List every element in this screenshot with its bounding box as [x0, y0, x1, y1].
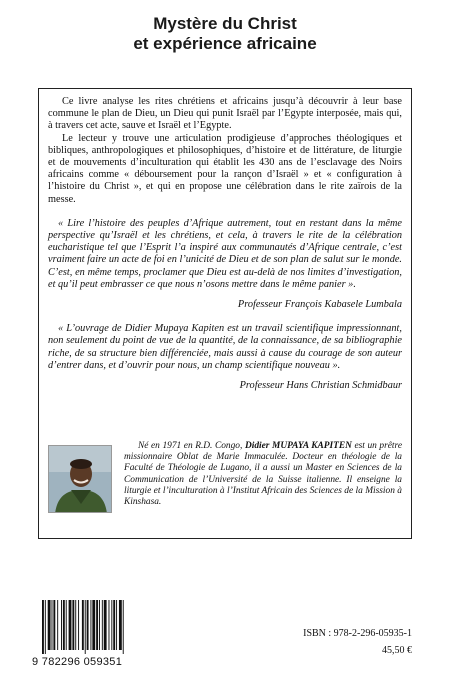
barcode-bar — [116, 600, 117, 650]
review-quote-2: « L’ouvrage de Didier Mupaya Kapiten est un travail scientifique impressionnant, non seulement du point de vue de la quantité, de la connaissance, de sa bibliographie riche, de sa structure bien différenciée, mais aussi à cause du courage de son auteur d’entrer dans, et d’ouvrir pour nous, un champ scientifique nouveau ». — [48, 323, 402, 371]
summary-paragraph-1: Ce livre analyse les rites chrétiens et africains jusqu’à découvrir à leur base commune le plan de Dieu, un Dieu qui punit Israël par l’Egypte interposée, mais qui, à travers cet acte, sauve et Israël et l’Egypte. — [48, 96, 402, 132]
price: 45,50 € — [382, 645, 412, 656]
barcode-bar — [42, 600, 44, 654]
barcode-bar — [61, 600, 62, 650]
barcode-bar — [87, 600, 89, 650]
barcode-bar — [99, 600, 100, 650]
author-bio-text — [124, 441, 402, 508]
barcode-bar — [82, 600, 84, 650]
barcode-bar — [75, 600, 76, 650]
book-title-line1: Mystère du Christ — [153, 14, 297, 33]
isbn-barcode — [40, 600, 148, 662]
barcode-bar — [92, 600, 95, 650]
barcode-bar — [69, 600, 72, 650]
barcode-bar — [57, 600, 58, 650]
barcode-bar — [53, 600, 55, 650]
barcode-bar — [48, 600, 51, 650]
barcode-bar — [52, 600, 53, 650]
book-title-line2: et expérience africaine — [133, 34, 317, 53]
back-cover-text-frame — [38, 88, 412, 539]
barcode-bar — [66, 600, 67, 650]
barcode-bar — [72, 600, 74, 650]
barcode-bar — [102, 600, 103, 650]
isbn-number: ISBN : 978-2-296-05935-1 — [303, 628, 412, 639]
barcode-bar — [90, 600, 91, 650]
barcode-bar — [109, 600, 110, 650]
review-signature-1: Professeur François Kabasele Lumbala — [237, 299, 402, 311]
summary-paragraph-2: Le lecteur y trouve une articulation prodigieuse d’approches théologiques et bibliques, anthropologiques et philosophiques, d’histoire et de littérature, de liturgie et de mouvements d’inculturation qui établit les 430 ans de l’esclavage des Noirs africains comme « déboursement pour la rançon d’Israël » et « configuration à l’histoire du Christ », et qui en propose une célébration dans le rite zaïrois de la messe. — [48, 132, 402, 205]
barcode-bar — [78, 600, 79, 650]
barcode-bar — [45, 600, 46, 654]
barcode-bar — [123, 600, 124, 654]
book-title — [0, 14, 450, 54]
barcode-bar — [104, 600, 107, 650]
review-quote-1: « Lire l’histoire des peuples d’Afrique autrement, tout en restant dans la même perspective qu’Israël et les chrétiens, et cela, à travers le rite de la célébration eucharistique tel que l’Esprit l’a inspiré aux communautés d’Afrique centrale, c’est vraiment faire un acte de foi en l’unicité de Dieu et de son plan de salut sur le monde. C’est, en même temps, proclamer que Dieu est au-delà de nos limites d’investigation, et qu’il peut embrasser ce que nous n’osons mettre dans le même panier ». — [48, 217, 402, 290]
review-signature-2: Professeur Hans Christian Schmidbaur — [239, 380, 402, 392]
barcode-bar — [63, 600, 65, 650]
barcode-bar — [113, 600, 115, 650]
barcode-bar — [111, 600, 112, 650]
barcode-bar — [85, 600, 86, 654]
author-bio-intro: Né en 1971 en R.D. Congo, — [138, 441, 245, 451]
barcode-digits: 9 782296 059351 — [32, 656, 123, 668]
barcode-bar — [119, 600, 122, 650]
author-photo — [48, 445, 112, 513]
barcode-bar — [96, 600, 98, 650]
author-bio-details: est un prêtre missionnaire Oblat de Marie Immaculée. Docteur en théologie de la Faculté de Théologie de Lugano, il a aussi un Master en Sciences de la Communication de l’Université de la Suisse italienne. Il enseigne la liturgie et l’inculturation à l’Institut Africain des Sciences de la Mission à Kinshasa. — [124, 441, 402, 508]
author-name: Didier MUPAYA KAPITEN — [244, 441, 352, 451]
